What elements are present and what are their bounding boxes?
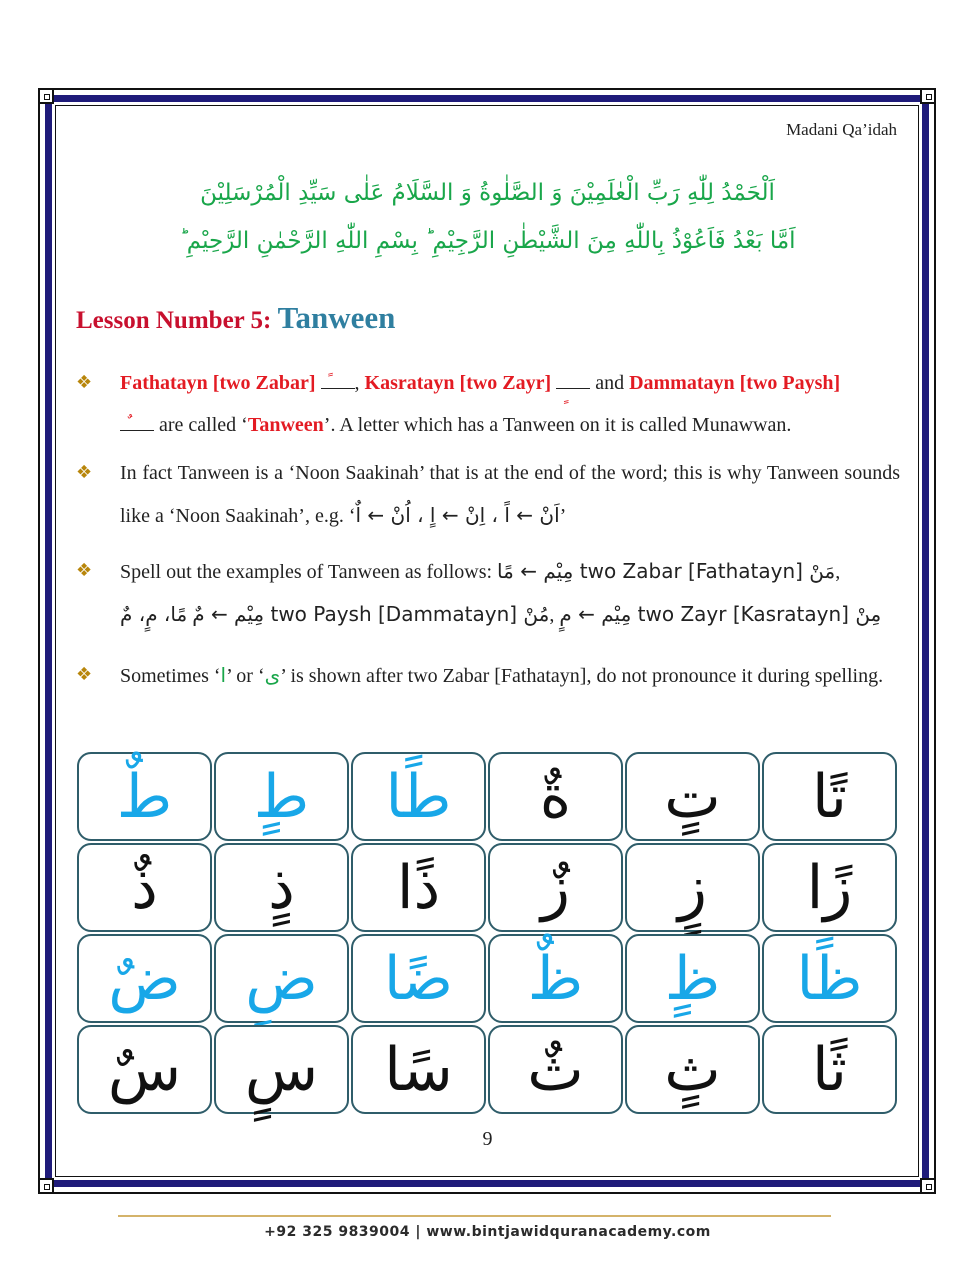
letter-cell: ذًا	[351, 843, 486, 932]
kasratayn-label: Kasratayn [two Zayr]	[364, 372, 552, 394]
called-text: are called ‘	[154, 414, 248, 436]
dammatayn-blank	[120, 412, 154, 431]
tanween-letter-grid	[77, 752, 898, 1114]
silent-or: ’ or ‘	[226, 665, 265, 687]
fathatayn-blank	[321, 370, 355, 389]
fathatayn-label: Fathatayn [two Zabar]	[120, 372, 316, 394]
bullet-silent-alif	[76, 658, 900, 693]
corner-ornament	[38, 1178, 54, 1194]
dammatayn-label: Dammatayn [two Paysh]	[629, 372, 841, 394]
letter-cell: ثٍ	[625, 1025, 760, 1114]
letter-cell: ثًا	[762, 1025, 897, 1114]
footer-divider	[118, 1215, 831, 1217]
diamond-bullet-icon: ❖	[76, 560, 93, 581]
dua-line-1: اَلْحَمْدُ لِلّٰهِ رَبِّ الْعٰلَمِیْنَ وَ الصَّلٰوةُ وَ السَّلَامُ عَلٰی سَیِّدِ الْمُرْسَلِیْنَ	[200, 180, 775, 206]
letter-cell: سٌ	[77, 1025, 212, 1114]
noon-saakinah-text: In fact Tanween is a ‘Noon Saakinah’ that is at the end of the word; this is why Tanween sounds like a ‘Noon Saakinah’, e.g. ‘	[120, 462, 900, 527]
corner-ornament	[920, 1178, 936, 1194]
page-number: 9	[482, 1128, 493, 1150]
bullet-tanween-definition	[76, 362, 900, 446]
letter-cell: سًا	[351, 1025, 486, 1114]
footer-contact: +92 325 9839004 | www.bintjawidquranacademy.com	[264, 1224, 711, 1240]
letter-cell: ظًا	[762, 934, 897, 1023]
tanween-examples: اَنْ ← اً ، اِنْ ← اٍ ، اُنْ ← اٌ	[355, 503, 560, 527]
letter-cell: ةٌ	[488, 752, 623, 841]
spelling-intro: Spell out the examples of Tanween as follows:	[120, 561, 498, 583]
letter-cell: ذٍ	[214, 843, 349, 932]
letter-cell: تٍ	[625, 752, 760, 841]
letter-cell: تًا	[762, 752, 897, 841]
letter-cell: ظٌ	[488, 934, 623, 1023]
definition-rest: ’. A letter which has a Tanween on it is called Munawwan.	[323, 414, 792, 436]
letter-cell: ضٍ	[214, 934, 349, 1023]
corner-ornament	[38, 88, 54, 104]
alif-letter: ا	[220, 663, 227, 687]
letter-cell: طٌ	[77, 752, 212, 841]
tanween-summary: مًا، مٍ، مٌ	[120, 602, 188, 626]
separator: ,	[354, 372, 365, 394]
ya-letter: ی	[264, 663, 281, 687]
fathatayn-spelling: مَنْ two Zabar [Fathatayn] مِیْم ← مًا	[497, 559, 836, 583]
kasratayn-blank	[556, 370, 590, 389]
letter-cell: زٌ	[488, 843, 623, 932]
lesson-topic: Tanween	[277, 300, 396, 335]
letter-cell: طٍ	[214, 752, 349, 841]
diamond-bullet-icon: ❖	[76, 664, 93, 685]
lesson-title	[76, 300, 395, 336]
bullet-spelling-examples: ❖ Spell out the examples of Tanween as follows: مَنْ two Zabar [Fathatayn] مِیْم ← مًا, مًا، مٍ، مٌ مُنْ two Paysh [Dammatayn] مِیْم ← مٌ, مِنْ two Zayr [Kasratayn] مِیْم ← مٍ	[76, 550, 900, 636]
close-quote: ’	[559, 505, 567, 527]
corner-ornament	[920, 88, 936, 104]
letter-cell: ثٌ	[488, 1025, 623, 1114]
letter-cell: طًا	[351, 752, 486, 841]
letter-cell: ذٌ	[77, 843, 212, 932]
diamond-bullet-icon: ❖	[76, 462, 93, 483]
letter-cell: سٍ	[214, 1025, 349, 1114]
and-text: and	[590, 372, 630, 394]
letter-cell: ضٌ	[77, 934, 212, 1023]
letter-cell: زٍ	[625, 843, 760, 932]
bullet-noon-saakinah	[76, 452, 900, 537]
kasratayn-spelling: مِنْ two Zayr [Kasratayn] مِیْم ← مٍ	[559, 602, 882, 626]
dammatayn-spelling: مُنْ two Paysh [Dammatayn] مِیْم ← مٌ	[192, 602, 550, 626]
letter-cell: زًا	[762, 843, 897, 932]
book-title: Madani Qa’idah	[786, 120, 897, 139]
diamond-bullet-icon: ❖	[76, 372, 93, 393]
dua-line-2: اَمَّا بَعْدُ فَاَعُوْذُ بِاللّٰهِ مِنَ الشَّیْطٰنِ الرَّجِیْمِ ؕ بِسْمِ اللّٰهِ الرَّحْمٰنِ الرَّحِیْمِ ؕ	[179, 228, 796, 254]
letter-cell: ظٍ	[625, 934, 760, 1023]
silent-after: ’ is shown after two Zabar [Fathatayn], do not pronounce it during spelling.	[280, 665, 884, 687]
lesson-number: Lesson Number 5:	[76, 307, 272, 334]
silent-before: Sometimes ‘	[120, 665, 221, 687]
tanween-term: Tanween	[247, 414, 324, 436]
letter-cell: ضًا	[351, 934, 486, 1023]
